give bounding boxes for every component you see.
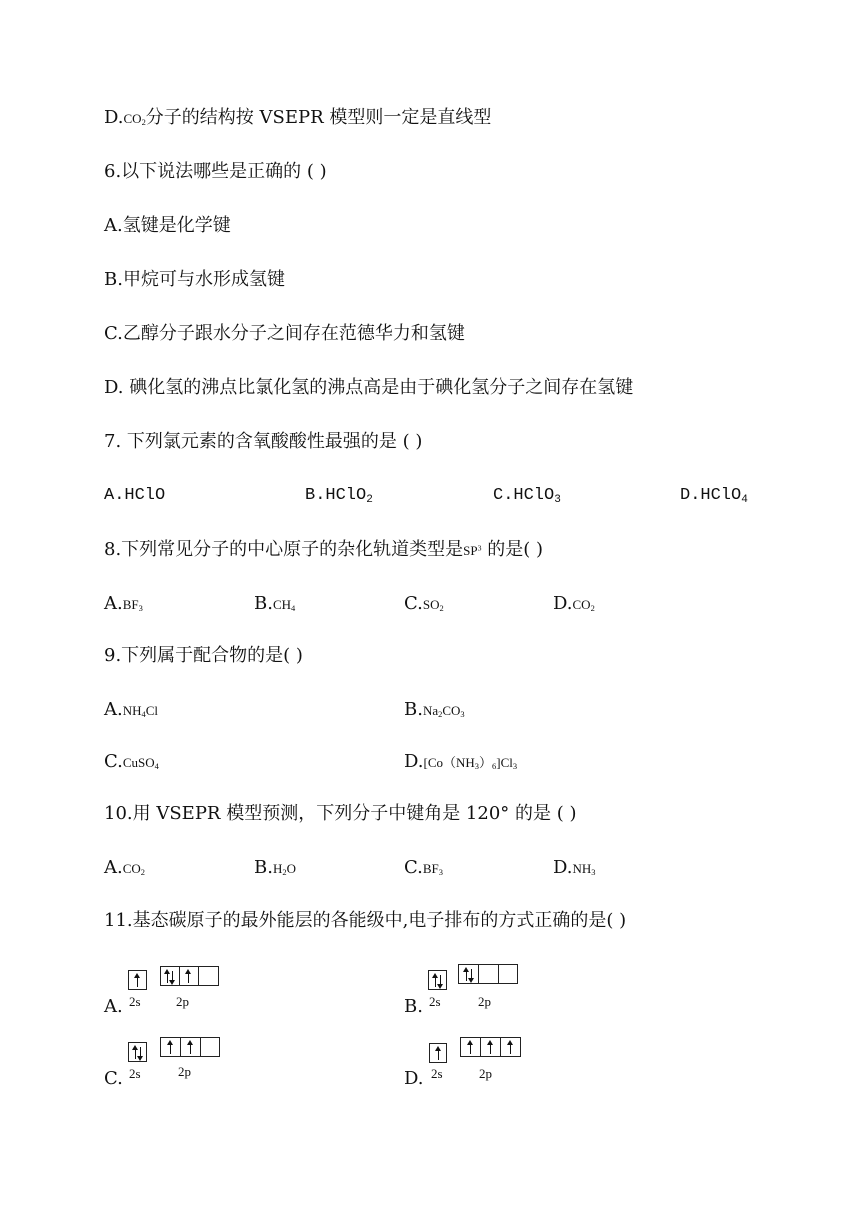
q11-d-2s-label: 2s xyxy=(431,1066,443,1081)
q11-b-2s-label: 2s xyxy=(429,994,441,1009)
q11-stem: 11.基态碳原子的最外能层的各能级中,电子排布的方式正确的是( ) xyxy=(104,910,627,931)
q11-c-2p-label: 2p xyxy=(178,1064,191,1079)
q11-option-b-letter: B. xyxy=(404,996,423,1017)
spin-up-arrow xyxy=(167,971,168,983)
q7-option-c: C.HClO$_3$ xyxy=(493,486,561,506)
q6-option-a: A.氢键是化学键 xyxy=(104,215,231,236)
spin-up-arrow xyxy=(135,1047,136,1059)
q11-c-2p-box xyxy=(160,1037,220,1057)
sp3-label: $SP^3$ xyxy=(463,543,482,558)
q8-option-b: $B.CH_4$ xyxy=(254,593,296,614)
option-text: 分子的结构按 VSEPR 模型则一定是直线型 xyxy=(145,107,492,128)
spin-up-arrow xyxy=(438,1048,439,1060)
q9-option-a: $A.NH_4Cl$ xyxy=(104,699,159,720)
spin-up-arrow xyxy=(490,1042,491,1054)
q5-option-d xyxy=(104,107,491,130)
q8-option-a: $A.BF_3$ xyxy=(104,593,143,614)
q11-c-2s-box xyxy=(128,1042,147,1062)
q6-stem: 6.以下说法哪些是正确的 ( ) xyxy=(104,161,327,182)
q11-b-2p-box xyxy=(458,964,518,984)
q11-b-2s-box xyxy=(428,970,447,990)
q6-option-b: B.甲烷可与水形成氢键 xyxy=(104,269,285,290)
q8-option-d: $D.CO_2$ xyxy=(553,593,595,614)
spin-down-arrow xyxy=(471,969,472,981)
q6-option-c: C.乙醇分子跟水分子之间存在范德华力和氢键 xyxy=(104,323,465,344)
q11-c-2s-label: 2s xyxy=(129,1066,141,1081)
q9-option-b: $B.Na_2CO_3$ xyxy=(404,699,465,720)
spin-up-arrow xyxy=(190,1042,191,1054)
q9-stem: 9.下列属于配合物的是( ) xyxy=(104,645,303,666)
spin-up-arrow xyxy=(435,975,436,987)
q6-option-d: D. 碘化氢的沸点比氯化氢的沸点高是由于碘化氢分子之间存在氢键 xyxy=(104,377,634,398)
q11-b-2p-label: 2p xyxy=(478,994,491,1009)
q11-option-d-letter: D. xyxy=(404,1068,424,1089)
spin-down-arrow xyxy=(440,975,441,987)
spin-up-arrow xyxy=(470,1042,471,1054)
q7-option-d: D.HClO$_4$ xyxy=(680,486,748,506)
q11-a-2p-box xyxy=(160,966,219,986)
q10-option-c: $C.BF_3$ xyxy=(404,857,443,878)
q10-option-a: $A.CO_2$ xyxy=(104,857,146,878)
q11-a-2p-label: 2p xyxy=(176,994,189,1009)
q7-option-a: A.HClO xyxy=(104,486,166,505)
q10-stem: 10.用 VSEPR 模型预测，下列分子中键角是 120° 的是 ( ) xyxy=(104,803,577,824)
q11-d-2p-label: 2p xyxy=(479,1066,492,1081)
q9-option-d: $D.[Co(NH_3)_6]Cl_3$ xyxy=(404,751,518,772)
q7-stem: 7. 下列氯元素的含氧酸酸性最强的是 ( ) xyxy=(104,431,423,452)
q11-a-2s-box xyxy=(128,970,147,990)
spin-up-arrow xyxy=(170,1042,171,1054)
q7-option-b: B.HClO$_2$ xyxy=(305,486,373,506)
q11-option-c-letter: C. xyxy=(104,1068,123,1089)
spin-up-arrow xyxy=(188,971,189,983)
spin-down-arrow xyxy=(140,1047,141,1059)
q11-option-a-letter: A. xyxy=(104,996,123,1017)
q9-option-c: C.CuSO$_4$ xyxy=(104,751,159,772)
spin-down-arrow xyxy=(172,971,173,983)
spin-up-arrow xyxy=(137,975,138,987)
q11-d-2p-box xyxy=(460,1037,521,1057)
q11-d-2s-box xyxy=(429,1043,447,1063)
option-letter: D. xyxy=(104,107,124,128)
spin-up-arrow xyxy=(466,969,467,981)
q10-option-b: $B.H_2O$ xyxy=(254,857,296,878)
q10-option-d: $D.NH_3$ xyxy=(553,857,596,878)
chem-formula: $CO_2$ xyxy=(123,111,146,128)
q11-a-2s-label: 2s xyxy=(129,994,141,1009)
spin-up-arrow xyxy=(510,1042,511,1054)
q8-stem: 8.下列常见分子的中心原子的杂化轨道类型是$SP^3$ 的是( ) xyxy=(104,539,544,560)
q8-option-c: $C.SO_2$ xyxy=(404,593,444,614)
